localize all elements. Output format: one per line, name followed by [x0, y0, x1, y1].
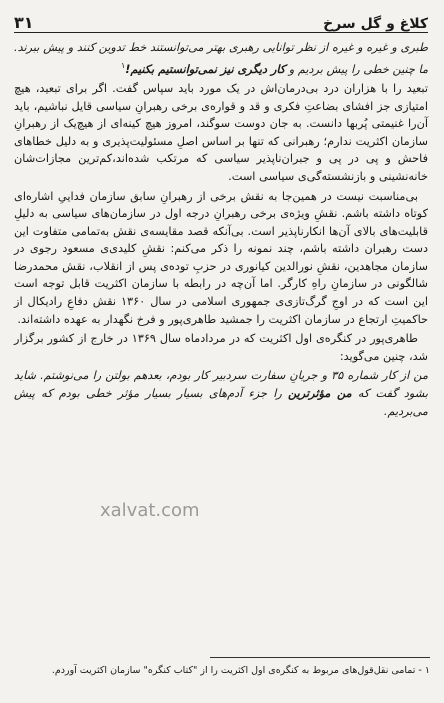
- footnote: ۱ - تمامی نقل‌قول‌های مربوط به کنگره‌ی اول اکثریت را از "کتاب کنگره" سازمان اکثریت آوردم.: [51, 665, 430, 676]
- paragraph-2: تبعید را با هزاران درد بی‌درمان‌اش در یک مورد باید سپاس گفت. اگر برای تبعید، هیچ امتیازی جز افشای بضاعتِ فکری و قد و قواره‌ی برخی رهبرانِ سیاسی قایل نباشیم، باید آن‌را غنیمتی پُربها دانست. به جان دوست سوگند، امروز هیچ کینه‌ای از هیچ‌یک از رهبرانِ سازمان اکثریت ندارم؛ رهبرانی که تنها بر اساس اصلِ مسئولیت‌پذیری و به دلیل خطاهای فاحش و پی در پی و جبران‌ناپذیر سیاسی که مرتکب شده‌اند،کم‌ترین مجازات‌شان خانه‌نشینی و بازنشسته‌گی‌ی سیاسی است.: [14, 81, 428, 183]
- running-title: کلاغ و گل سرخ: [323, 16, 428, 32]
- block-quote: [14, 367, 428, 421]
- footnote-divider: [210, 657, 430, 658]
- paragraph-1-text: طبری و غیره و غیره از نظر توانایی رهبری بهتر می‌توانستند خط تدوین کنند و پیش ببرند. ما چنین خطی را پیش بردیم و: [14, 41, 428, 76]
- paragraph-1: [14, 39, 428, 78]
- paragraph-1-emphasis: کار دیگری نیز نمی‌توانستیم بکنیم!: [125, 62, 286, 76]
- watermark: xalvat.com: [100, 500, 200, 521]
- book-page: [14, 8, 428, 698]
- paragraph-4: طاهری‌پور در کنگره‌ی اول اکثریت که در مردادماه سال ۱۳۶۹ در خارج از کشور برگزار شد، چنین می‌گوید:: [14, 332, 428, 363]
- footnote-ref: ۱: [121, 60, 126, 70]
- paragraph-3: بی‌مناسبت نیست در همین‌جا به نقش برخی از رهبرانِ سابق سازمان فداییِ اشاره‌ای کوتاه داشته باشم. نقشِ ویژه‌ی برخی رهبرانِ درجه اول در سازمان‌های سیاسی به دلیلِ قابلیت‌های بالای آن‌ها انکارناپذیر است. بی‌آنکه قصد مقایسه‌ی نقش به‌تمامی متفاوت این دست رهبران داشته باشم، چند نمونه را ذکر می‌کنم: نقشِ کلیدی‌ی مسعود رجوی در سازمان مجاهدین، نقشِ نورالدین کیانوری در حزبِ توده‌ی پس از انقلاب، نقش محمدرضا شالگونی در سازمانِ راهِ کارگر. اما آن‌چه در رابطه با سازمان اکثریت قابل توجه است این است که در اوجِ گرگ‌تازی‌ی جمهوری اسلامی در سال ۱۳۶۰ نقش دفاعِ رادیکال از حاکمیتِ ارتجاع در سازمان اکثریت را جمشید طاهری‌پور و فرخ نگهدار به عهده داشته‌اند.: [14, 189, 428, 326]
- quote-emphasis: من مؤثرترین: [288, 387, 352, 401]
- page-header: [14, 8, 428, 33]
- quote-text-1: من از کار شماره ۳۵ و جریانِ سفارت سردبیر کار بودم، بعدهم بولتن را می‌نوشتم. شاید بشود گفت که: [14, 369, 428, 401]
- page-number: ۳۱: [14, 13, 34, 32]
- quote-text-2: را جزء آدم‌های بسیار بسیار مؤثر خطی بودم که پیش می‌بردیم.: [14, 387, 428, 419]
- page-body: [14, 39, 428, 421]
